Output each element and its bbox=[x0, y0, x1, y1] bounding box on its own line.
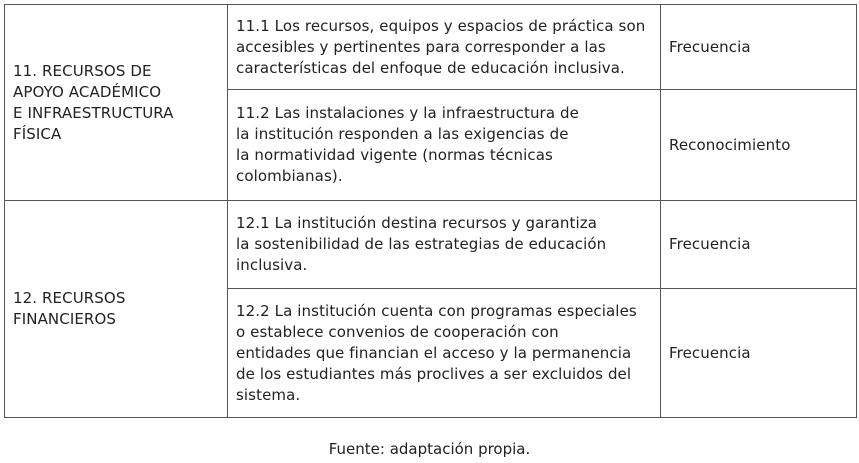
indicator-line: de los estudiantes más proclives a ser excluidos del bbox=[236, 364, 632, 383]
category-line: E INFRAESTRUCTURA bbox=[13, 103, 174, 122]
table-row bbox=[5, 201, 857, 289]
indicator-line: colombianas). bbox=[236, 167, 343, 185]
category-line: APOYO ACADÉMICO bbox=[13, 82, 162, 101]
indicator-cell bbox=[228, 289, 661, 418]
indicator-line: 11.1 Los recursos, equipos y espacios de práctica son bbox=[236, 16, 646, 35]
category-line: 11. RECURSOS DE bbox=[13, 61, 152, 80]
category-cell bbox=[5, 5, 228, 201]
value-cell: Frecuencia bbox=[661, 201, 857, 289]
category-cell bbox=[5, 201, 228, 418]
indicator-line: 11.2 Las instalaciones y la infraestructura de bbox=[236, 104, 579, 122]
indicator-line: accesibles y pertinentes para corresponder a las bbox=[236, 37, 606, 56]
indicator-cell bbox=[228, 201, 661, 289]
indicator-line: o establece convenios de cooperación con bbox=[236, 322, 559, 341]
indicator-line: características del enfoque de educación inclusiva. bbox=[236, 58, 625, 77]
table-row bbox=[5, 5, 857, 90]
indicator-line: la institución responden a las exigencias de bbox=[236, 125, 569, 143]
category-line: 12. RECURSOS bbox=[13, 289, 126, 307]
category-line: FINANCIEROS bbox=[13, 310, 116, 328]
indicator-line: sistema. bbox=[236, 385, 301, 404]
indicator-line: 12.1 La institución destina recursos y garantiza bbox=[236, 214, 598, 232]
value-cell: Frecuencia bbox=[661, 5, 857, 90]
category-line: FÍSICA bbox=[13, 124, 62, 143]
indicator-line: entidades que financian el acceso y la permanencia bbox=[236, 343, 632, 362]
indicator-line: la sostenibilidad de las estrategias de educación bbox=[236, 235, 607, 253]
resources-table bbox=[4, 4, 857, 418]
indicator-line: la normatividad vigente (normas técnicas bbox=[236, 146, 553, 164]
indicator-cell bbox=[228, 5, 661, 90]
value-cell: Frecuencia bbox=[661, 289, 857, 418]
value-cell: Reconocimiento bbox=[661, 90, 857, 201]
indicator-line: inclusiva. bbox=[236, 256, 308, 274]
source-caption: Fuente: adaptación propia. bbox=[328, 440, 531, 458]
indicator-cell bbox=[228, 90, 661, 201]
indicator-line: 12.2 La institución cuenta con programas especiales bbox=[236, 301, 637, 320]
